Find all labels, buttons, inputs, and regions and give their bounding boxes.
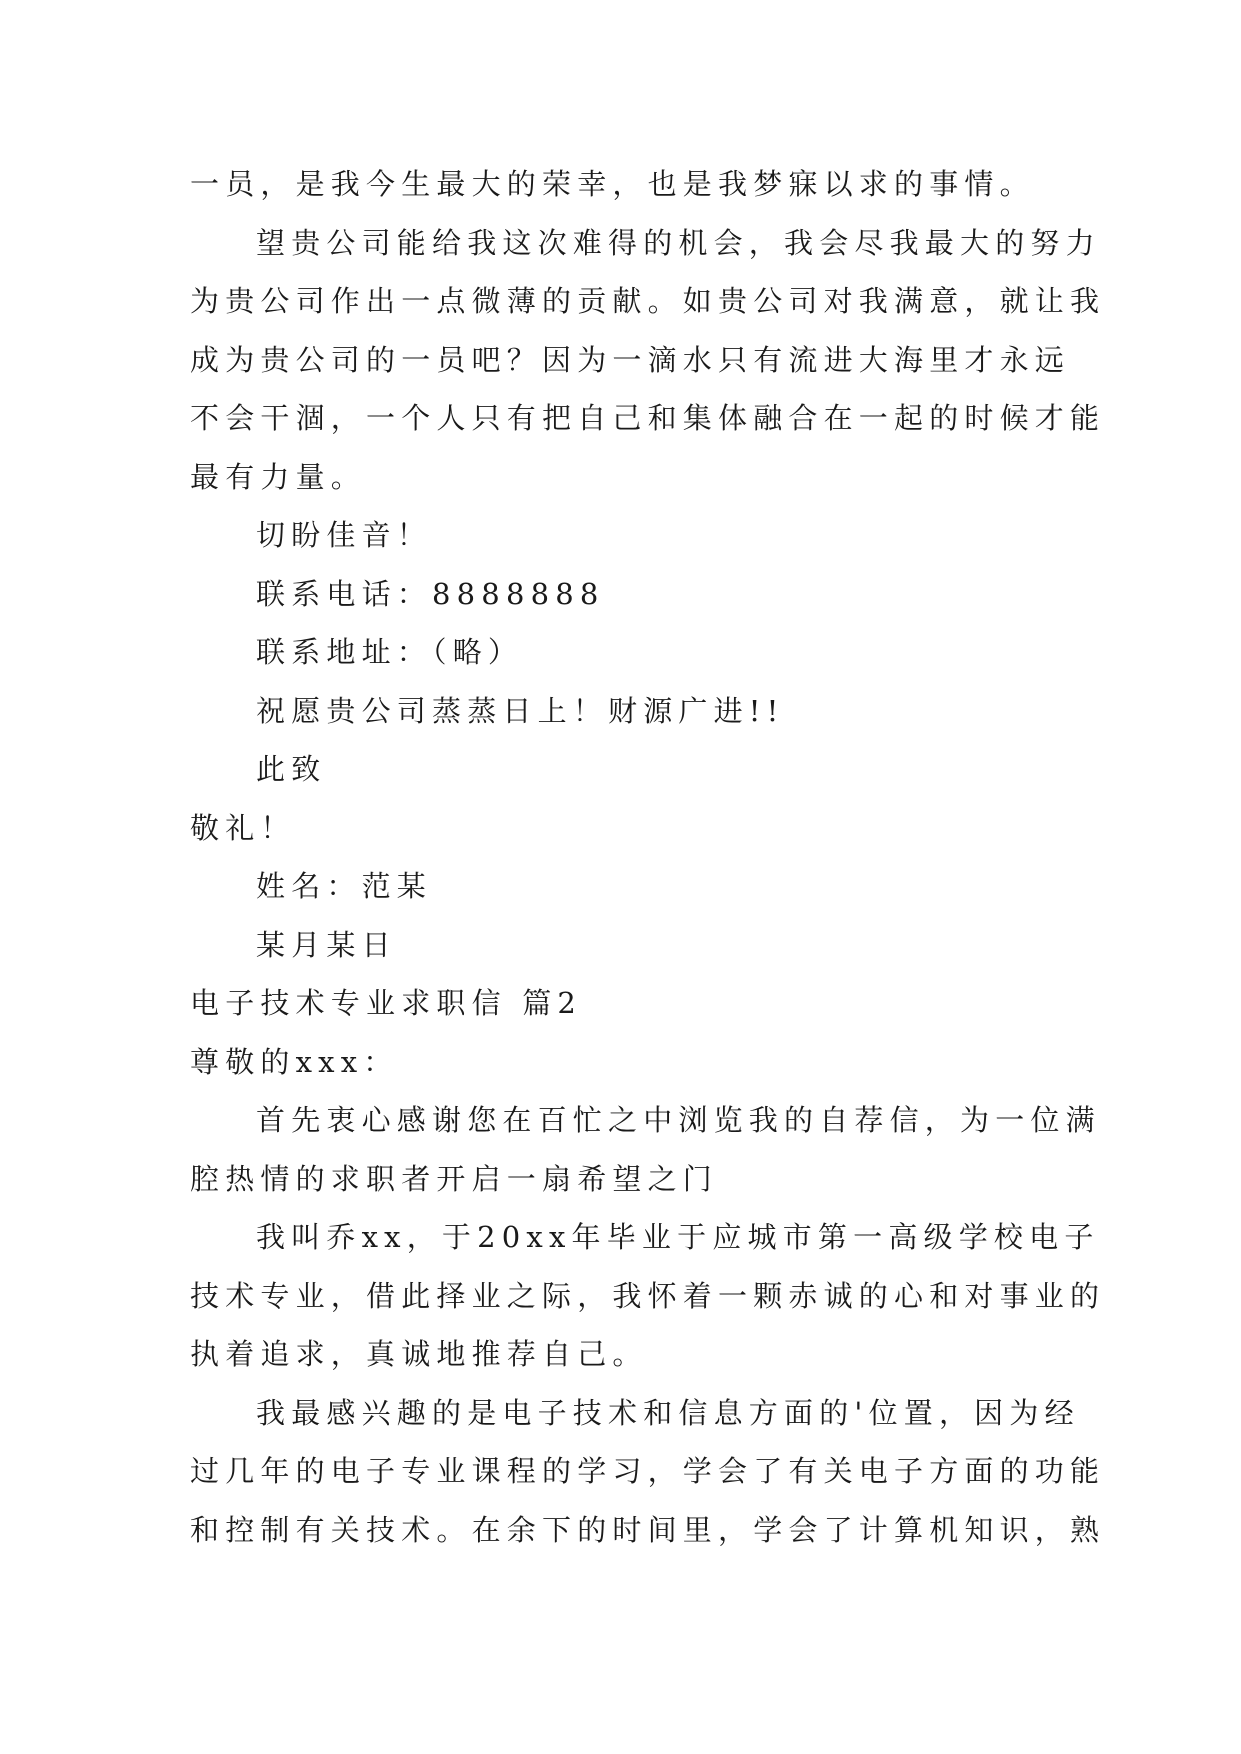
text-line: 望贵公司能给我这次难得的机会，我会尽我最大的努力 <box>256 225 1101 260</box>
section-heading: 电子技术专业求职信 篇2 <box>190 986 583 1020</box>
document-page <box>190 155 1106 1559</box>
text-line: 过几年的电子专业课程的学习，学会了有关电子方面的功能 <box>190 1454 1106 1488</box>
text-line: 祝愿贵公司蒸蒸日上！财源广进!! <box>256 693 785 728</box>
text-line: 切盼佳音！ <box>256 518 433 552</box>
text-line: 执着追求，真诚地推荐自己。 <box>190 1337 648 1371</box>
text-line: 一员，是我今生最大的荣幸，也是我梦寐以求的事情。 <box>190 167 1035 201</box>
text-line: 不会干涸，一个人只有把自己和集体融合在一起的时候才能 <box>190 401 1106 435</box>
text-line: 我最感兴趣的是电子技术和信息方面的'位置，因为经 <box>256 1395 1080 1430</box>
text-line: 最有力量。 <box>190 459 367 494</box>
text-line: 首先衷心感谢您在百忙之中浏览我的自荐信，为一位满 <box>256 1103 1101 1137</box>
signature-name: 姓名：范某 <box>256 869 433 903</box>
text-line: 和控制有关技术。在余下的时间里，学会了计算机知识，熟 <box>190 1512 1106 1547</box>
contact-address: 联系地址：（略） <box>256 635 524 669</box>
text-line: 为贵公司作出一点微薄的贡献。如贵公司对我满意，就让我 <box>190 284 1106 318</box>
signature-date: 某月某日 <box>256 927 397 962</box>
salutation-closing: 敬礼！ <box>190 810 296 845</box>
text-line: 技术专业，借此择业之际，我怀着一颗赤诚的心和对事业的 <box>190 1278 1106 1313</box>
closing-line: 此致 <box>256 752 327 786</box>
text-line: 腔热情的求职者开启一扇希望之门 <box>190 1161 719 1196</box>
text-line: 成为贵公司的一员吧？因为一滴水只有流进大海里才永远 <box>190 342 1071 377</box>
greeting: 尊敬的xxx： <box>190 1044 399 1079</box>
text-line: 我叫乔xx，于20xx年毕业于应城市第一高级学校电子 <box>256 1220 1100 1254</box>
contact-phone: 联系电话：8888888 <box>256 576 605 611</box>
